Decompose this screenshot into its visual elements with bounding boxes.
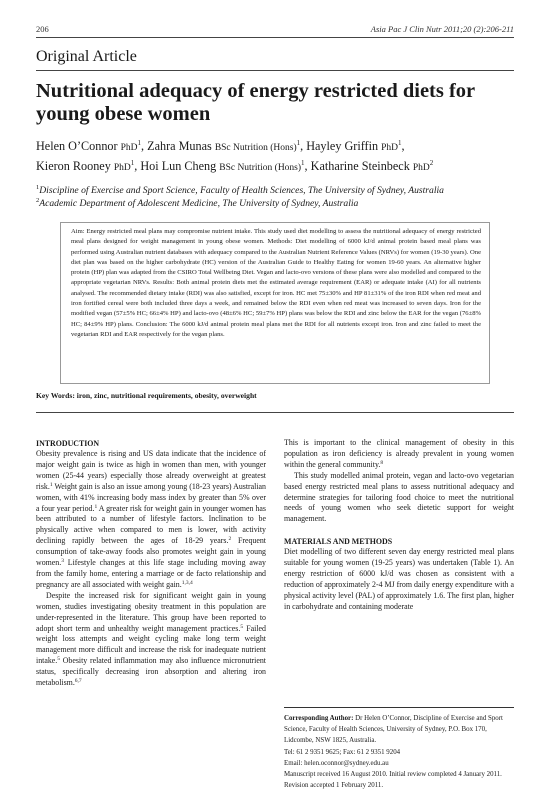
author-degree: PhD bbox=[113, 162, 131, 173]
right-column bbox=[284, 438, 514, 613]
intro-paragraph-1: Obesity prevalence is rising and US data indicate that the incidence of major weight gain is twice as high in women than men, with younger women (25-44 years) especially those already overweight at greatest risk.$^1$ Weight gain is also an issue among young (18-23 years) Australian women, with 41% increasing body mass index by greater than 5% over a four year period.$^1$ A greater risk for weight gain in younger women has been attributed to a number of lifestyle factors. Inclination to be physically active when compared to men is lower, with activity declining rapidly between the ages of 18-29 years.$^2$ Frequent consumption of take-away foods also promotes weight gain in young women.$^3$ Lifestyle changes at this life stage including moving away from the family home, entering a marriage or de facto relationship and pregnancy are all associated with weight gain.$^{1,3,4}$ bbox=[36, 449, 266, 589]
intro-paragraph-2: Despite the increased risk for significant weight gain in young women, studies investigating obesity treatment in this population are under-represented in the literature. This group have been reported to adopt short term and unhealthy weight management practices.$^5$ Failed weight loss attempts and weight cycling make long term weight management more difficult and increase the risk for inadequate nutrient intake.$^5$ Obesity related inflammation may also influence micronutrient status, specifically decreasing iron absorption and altering iron metabolism.$^{6,7}$ bbox=[36, 590, 266, 688]
page-number: 206 bbox=[36, 24, 49, 34]
correspondence-contact: Tel: 61 2 9351 9625; Fax: 61 2 9351 9204 bbox=[284, 748, 401, 756]
correspondence-rule bbox=[284, 707, 514, 708]
author-name: Kieron Rooney bbox=[36, 158, 114, 173]
author-list bbox=[36, 138, 514, 177]
author-name: , Katharine Steinbeck bbox=[304, 158, 413, 173]
author-degree: PhD bbox=[412, 162, 430, 173]
keywords: Key Words: iron, zinc, nutritional requirements, obesity, overweight bbox=[36, 391, 257, 400]
author-affil-sup: 2 bbox=[429, 158, 434, 167]
page-header bbox=[36, 24, 514, 36]
journal-citation: Asia Pac J Clin Nutr 2011;20 (2):206-211 bbox=[370, 24, 514, 34]
affiliation-text: Discipline of Exercise and Sport Science, Faculty of Health Sciences, The University of Sydney, Australia bbox=[39, 185, 444, 196]
affiliation-2 bbox=[36, 198, 514, 211]
intro-paragraph-3: This is important to the clinical management of obesity in this population as iron deficiency is already prevalent in young women within the general community.$^8$ bbox=[284, 438, 514, 469]
abstract-box bbox=[60, 222, 490, 384]
author-name: , Hayley Griffin bbox=[300, 139, 382, 153]
affiliation-sup: 1 bbox=[36, 184, 40, 191]
author-degree: BSc Nutrition (Hons) bbox=[219, 162, 302, 173]
author-name: , Hoi Lun Cheng bbox=[134, 158, 220, 173]
paper-title: Nutritional adequacy of energy restricted diets for young obese women bbox=[36, 80, 475, 125]
author-degree: PhD bbox=[120, 143, 138, 153]
author-affil-sup: 1 bbox=[296, 139, 301, 147]
affiliation-text: Academic Department of Adolescent Medicine, The University of Sydney, Australia bbox=[39, 197, 359, 209]
abstract-text: Aim: Energy restricted meal plans may compromise nutrient intake. This study used diet modelling to assess the nutritional adequacy of energy restricted meal plans designed for weight management in young obese women. Methods: Diet modelling of 6000 kJ/d animal protein based meal plans was performed using Australian nutrient databases with adequacy compared to the Australian Nutrient Reference Values (NRVs) for women (19-30 years). One diet plan was based on the higher carbohydrate (HC) version of the Australian Guide to Healthy Eating for women 19-60 years. An alternative higher protein (HP) plan was adapted from the CSIRO Total Wellbeing Diet. Vegan and lacto-ovo versions of these plans were also modelled and compared to the appropriate vegetarian NRVs. Results: Both animal protein diets met the estimated average requirement (EAR) or adequate intake (AI) for all nutrients analysed. The recommended dietary intake (RDI) was also satisfied, except for iron. HC met 75±30% and HP 81±31% of the iron RDI when red meat and iron fortified cereal were both included three days a week, and remained below the RDI even when red meat was increased to seven days. Iron for the modified vegan (57±5% HC; 66±4% HP) and lacto-ovo (48±6% HC; 59±7% HP) plans was below the RDI and zinc below the EAR for the vegan (76±8% HC; 84±9% HP) plans. Conclusion: The 6000 kJ/d animal protein meal plans met the RDI for all nutrients except iron. Iron and zinc failed to meet the vegetarian RDI and EAR respectively for the vegan plans. bbox=[71, 228, 481, 338]
correspondence-email: Email: helen.oconnor@sydney.edu.au bbox=[284, 759, 389, 767]
left-column bbox=[36, 438, 266, 689]
author-affil-sup: 1 bbox=[398, 139, 402, 147]
author-degree: PhD bbox=[381, 143, 399, 153]
article-type: Original Article bbox=[36, 48, 137, 65]
keywords-rule bbox=[36, 412, 514, 413]
methods-heading: MATERIALS AND METHODS bbox=[284, 537, 393, 547]
methods-paragraph-1: Diet modelling of two different seven day energy restricted meal plans suitable for young women (19-25 years) was undertaken (Table 1). An energy restriction of 6000 kJ/d was chosen as consistent with a reduction of approximately 2-4 MJ from daily energy expenditure with a physical activity level (PAL) of approximately 1.6. The first plan, higher in carbohydrate and containing moderate bbox=[284, 547, 514, 611]
author-affil-sup: 1 bbox=[130, 158, 135, 167]
intro-paragraph-4: This study modelled animal protein, vegan and lacto-ovo vegetarian based energy restricted meal plans to assess nutritional adequacy and determine strategies for tailoring food choice to meet the nutritional needs of young women who seek dietetic support for weight management. bbox=[284, 470, 514, 524]
author-affil-sup: 1 bbox=[301, 158, 305, 167]
author-affil-sup: 1 bbox=[137, 139, 142, 147]
author-separator: , bbox=[401, 139, 405, 153]
manuscript-dates: Manuscript received 16 August 2010. Initial review completed 4 January 2011. Revision accepted 1 February 2011. bbox=[284, 771, 502, 790]
correspondence-author: Corresponding Author: Dr Helen O’Connor, Discipline of Exercise and Sport Science, Faculty of Health Sciences, University of Sydney, P.O. Box 170, Lidcombe, NSW 1825, Australia. bbox=[284, 715, 503, 745]
header-rule bbox=[36, 37, 514, 38]
author-name: , Zahra Munas bbox=[141, 139, 215, 153]
correspondence-block bbox=[284, 713, 514, 791]
affiliation-sup: 2 bbox=[36, 196, 40, 204]
author-name: Helen O’Connor bbox=[36, 139, 121, 153]
author-degree: BSc Nutrition (Hons) bbox=[214, 143, 297, 153]
title-rule bbox=[36, 70, 514, 71]
affiliations bbox=[36, 185, 514, 210]
affiliation-1 bbox=[36, 185, 514, 198]
intro-heading: INTRODUCTION bbox=[36, 439, 100, 448]
